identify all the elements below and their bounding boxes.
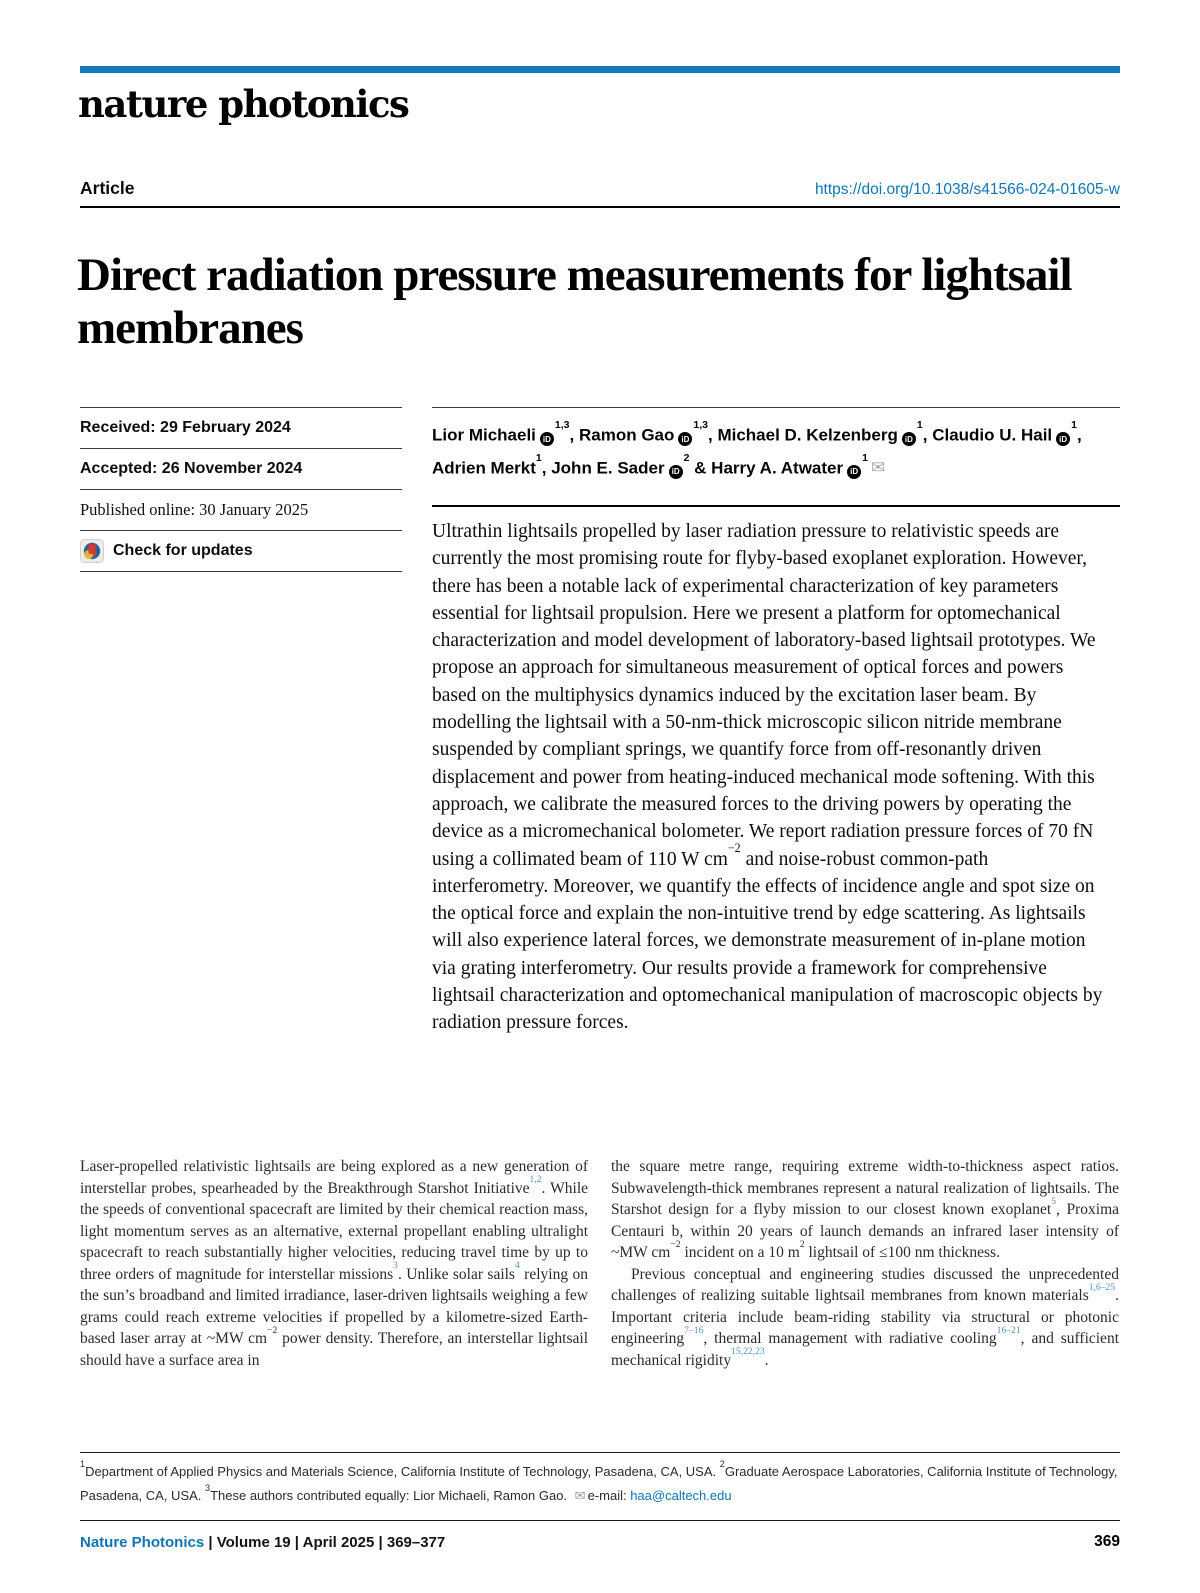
header-divider <box>80 206 1120 208</box>
superscript: 2 <box>799 1238 805 1250</box>
article-type-label: Article <box>80 178 135 198</box>
article-meta-panel <box>80 407 402 572</box>
citation-reference[interactable]: 3 <box>393 1260 398 1272</box>
citation-reference[interactable]: 5 <box>1051 1195 1057 1207</box>
issue-info: | Volume 19 | April 2025 | 369–377 <box>204 1533 446 1551</box>
superscript: −2 <box>267 1324 278 1336</box>
body-paragraph: the square metre range, requiring extreme width-to-thickness aspect ratios. Subwavelength-thick membranes represent a natural realization of lightsails. The Starshot design for a flyby mission to our closest known exoplanet$^5$, Proxima Centauri b, within 20 years of launch demands an infrared laser intensity of ~MW $cm^{-2}$ incident on a 10 $m^2$ lightsail of ≤100 nm thickness. <box>611 1158 1120 1261</box>
superscript: 1 <box>80 1459 86 1470</box>
superscript: 2 <box>719 1459 725 1470</box>
affiliations-footnote: $^1$Department of Applied Physics and Materials Science, California Institute of Technology, Pasadena, CA, USA. $^2$Graduate Aerospace Laboratories, California Institute of Technology, Pasadena, CA, USA. $^3$These authors contributed equally: Lior Michaeli, Ramon Gao. ✉ e-mail: haa@caltech.edu <box>80 1459 1118 1503</box>
orcid-icon[interactable]: iD <box>540 432 554 446</box>
author-name: Lior Michaeli <box>432 425 536 445</box>
abstract-text: Ultrathin lightsails propelled by laser radiation pressure to relativistic speeds are currently the most promising route for flyby-based exoplanet exploration. However, there has been a notable lack of experimental characterization of key parameters essential for lightsail propulsion. Here we present a platform for optomechanical characterization and model development of laboratory-based lightsail prototypes. We propose an approach for simultaneous measurement of optical forces and powers based on the multiphysics dynamics induced by the excitation laser beam. By modelling the lightsail with a 50-nm-thick microscopic silicon nitride membrane suspended by compliant springs, we quantify force from off-resonantly driven displacement and power from heating-induced mechanical mode softening. With this approach, we calibrate the measured forces to the driving powers by operating the device as a micromechanical bolometer. We report radiation pressure forces of 70 fN using a collimated beam of 110 W $cm^{-2}$ and noise-robust common-path interferometry. Moreover, we quantify the effects of incidence angle and spot size on the optical force and explain the non-intuitive trend by edge scattering. As lightsails will also experience lateral forces, we demonstrate measurement of in-plane motion via grating interferometry. Our results provide a framework for comprehensive lightsail characterization and optomechanical manipulation of macroscopic objects by radiation pressure forces. <box>432 521 1103 1034</box>
orcid-icon[interactable]: iD <box>902 432 916 446</box>
received-date: Received: 29 February 2024 <box>80 419 291 436</box>
citation-reference[interactable]: 16–21 <box>996 1324 1021 1336</box>
published-date: Published online: 30 January 2025 <box>80 500 309 519</box>
article-body <box>80 1156 1120 1371</box>
superscript: −2 <box>670 1238 681 1250</box>
author-name: Michael D. Kelzenberg <box>717 425 898 445</box>
footer-citation <box>80 1534 445 1551</box>
footnote-divider-top <box>80 1452 1120 1453</box>
doi-link[interactable]: https://doi.org/10.1038/s41566-024-01605-w <box>814 181 1120 198</box>
envelope-icon: ✉ <box>574 1488 586 1503</box>
citation-reference[interactable]: 7–16 <box>684 1324 704 1336</box>
brand-color-bar <box>80 66 1120 73</box>
body-column-left <box>80 1156 588 1371</box>
author-name: Claudio U. Hail <box>932 425 1053 445</box>
affiliation-superscript: 1 <box>1071 419 1077 431</box>
affiliation-superscript: 1 <box>862 451 868 464</box>
affiliation-superscript: 1 <box>535 451 542 464</box>
affiliation-superscript: 1,3 <box>693 419 708 431</box>
author-name: Ramon Gao <box>578 425 675 445</box>
orcid-icon[interactable]: iD <box>669 465 683 479</box>
check-for-updates-label: Check for updates <box>113 542 253 559</box>
body-paragraph: Laser-propelled relativistic lightsails are being explored as a new generation of interstellar probes, spearheaded by the Breakthrough Starshot Initiative$^{1,2}$. While the speeds of conventional spacecraft are limited by their chemical reaction mass, light momentum serves as an alternative, external propellant enabling ultralight spacecraft to reach substantially higher velocities, reducing travel time by up to three orders of magnitude for interstellar missions$^3$. Unlike solar sails$^4$ relying on the sun’s broadband and limited irradiance, laser-driven lightsails weighing a few grams could reach extreme velocities if propelled by a kilometre-sized Earth-based laser array at ~MW $cm^{-2}$ power density. Therefore, an interstellar lightsail should have a surface area in <box>80 1158 589 1369</box>
orcid-icon[interactable]: iD <box>1056 432 1070 446</box>
citation-reference[interactable]: 4 <box>514 1260 520 1272</box>
affiliation-superscript: 1,3 <box>554 419 570 431</box>
page-footer <box>80 1533 1120 1551</box>
author-name: Adrien Merkt <box>432 458 536 478</box>
footnote-divider-bottom <box>80 1520 1120 1521</box>
accepted-date: Accepted: 26 November 2024 <box>80 460 303 477</box>
check-for-updates-button[interactable] <box>80 530 402 571</box>
corresponding-author-envelope-icon[interactable]: ✉ <box>870 458 886 478</box>
crossmark-icon <box>80 539 104 563</box>
body-column-right <box>611 1156 1119 1371</box>
superscript: 3 <box>205 1483 211 1494</box>
affiliation-superscript: 2 <box>683 451 690 464</box>
abstract-section <box>432 505 1120 1037</box>
meta-row-received <box>80 407 402 448</box>
affiliation-superscript: 1 <box>916 419 923 431</box>
author-name: John E. Sader <box>551 458 665 478</box>
journal-link[interactable]: Nature Photonics <box>80 1533 205 1551</box>
journal-logo: nature photonics <box>78 82 409 126</box>
meta-row-published <box>80 489 402 530</box>
meta-row-accepted <box>80 448 402 489</box>
author-list: Lior Michaeli iD$^{1,3}$, Ramon Gao iD$^{1,3}$, Michael D. Kelzenberg $iD^1$, Claudio U. Hail $iD^1$, Adrien Merkt$^1$, John E. Sader $iD^2$ & Harry A. Atwater $iD^1✉$ <box>432 407 1120 482</box>
page-number: 369 <box>1094 1533 1120 1550</box>
citation-reference[interactable]: 1,2 <box>529 1174 542 1186</box>
superscript: −2 <box>727 840 741 855</box>
page-title: Direct radiation pressure measurements for lightsail membranes <box>77 249 1072 355</box>
orcid-icon[interactable]: iD <box>678 432 692 446</box>
citation-reference[interactable]: 1,6–25 <box>1088 1281 1116 1293</box>
article-header-row <box>80 178 1120 199</box>
author-name: Harry A. Atwater <box>711 458 844 478</box>
body-paragraph: Previous conceptual and engineering studies discussed the unprecedented challenges of realizing suitable lightsail membranes from known materials$^{1,6-25}$. Important criteria include beam-riding stability via structural or photonic engineering$^{7-16}$, thermal management with radiative cooling$^{16-21}$, and sufficient mechanical rigidity$^{15,22,23}$. <box>611 1265 1119 1369</box>
orcid-icon[interactable]: iD <box>847 465 861 479</box>
citation-reference[interactable]: 15,22,23 <box>731 1346 765 1358</box>
email-link[interactable]: haa@caltech.edu <box>630 1488 732 1503</box>
